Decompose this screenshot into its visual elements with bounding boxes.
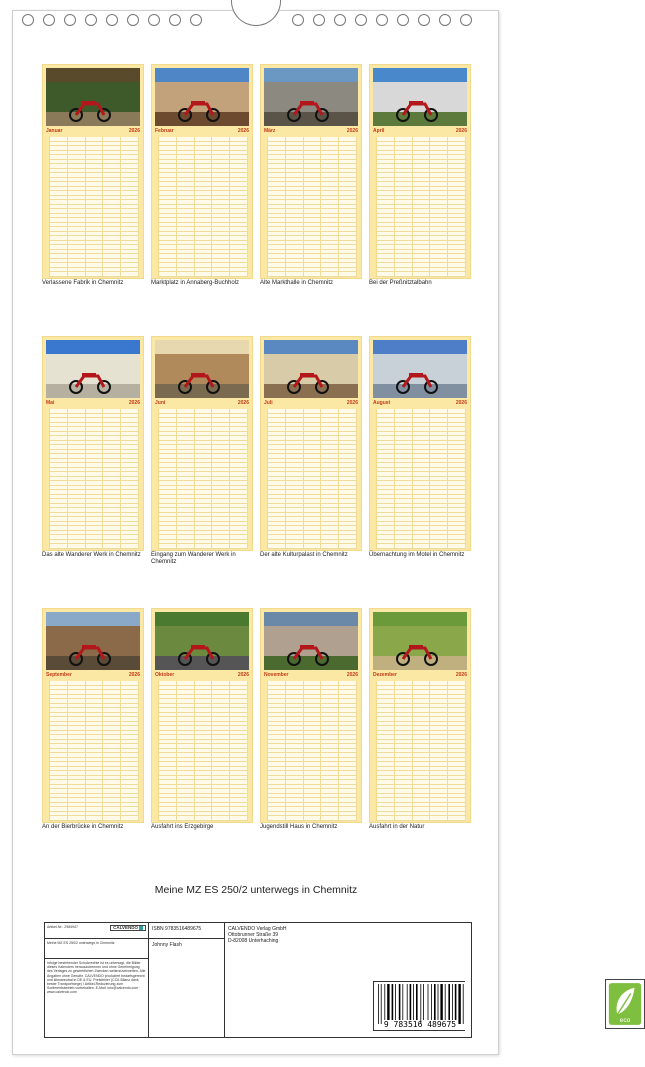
- month-photo: [264, 340, 358, 398]
- month-year: 2026: [346, 672, 358, 678]
- month-name: September: [46, 672, 72, 678]
- month-header: [373, 671, 467, 679]
- month-header: [46, 671, 140, 679]
- binding-hole: [43, 14, 55, 26]
- month-header: [264, 399, 358, 407]
- binding-hole: [334, 14, 346, 26]
- month-photo: [264, 68, 358, 126]
- logo-text: CALVENDO: [113, 925, 138, 931]
- info-box: [44, 922, 631, 1038]
- month-photo: [373, 612, 467, 670]
- month-header: [155, 671, 249, 679]
- month-caption: Der alte Kulturpalast in Chemnitz: [260, 552, 348, 558]
- month-name: Mai: [46, 400, 55, 406]
- month-year: 2026: [237, 128, 249, 134]
- month-photo: [46, 612, 140, 670]
- month-name: März: [264, 128, 276, 134]
- month-year: 2026: [455, 672, 467, 678]
- publisher-city: D-82008 Unterhaching: [228, 938, 279, 944]
- binding-hole: [106, 14, 118, 26]
- eco-badge: [605, 979, 645, 1029]
- month-juni: [151, 336, 253, 551]
- day-lines: [49, 681, 139, 821]
- day-lines: [376, 409, 466, 549]
- day-lines: [158, 137, 248, 277]
- month-caption: Alte Markthalle in Chemnitz: [260, 280, 334, 286]
- day-lines: [376, 681, 466, 821]
- binding-hole: [190, 14, 202, 26]
- month-name: August: [373, 400, 391, 406]
- month-caption: Marktplatz in Annaberg-Buchholz: [151, 280, 240, 286]
- month-oktober: [151, 608, 253, 823]
- month-caption: Bei der Preßnitztalbahn: [369, 280, 432, 286]
- month-name: Juli: [264, 400, 273, 406]
- month-year: 2026: [455, 128, 467, 134]
- product-title: Meine MZ ES 250/2 unterwegs in Chemnitz: [47, 941, 115, 945]
- month-photo: [155, 612, 249, 670]
- binding-hole: [292, 14, 304, 26]
- month-name: Oktober: [155, 672, 175, 678]
- month-year: 2026: [128, 400, 140, 406]
- month-header: [155, 399, 249, 407]
- month-april: [369, 64, 471, 279]
- month-caption: An der Bierbrücke in Chemnitz: [42, 824, 124, 830]
- day-lines: [49, 137, 139, 277]
- binding-hole: [22, 14, 34, 26]
- month-header: [46, 399, 140, 407]
- month-header: [264, 671, 358, 679]
- month-year: 2026: [128, 672, 140, 678]
- publisher-street: Ottobrunner Straße 39: [228, 932, 279, 938]
- binding-hole: [127, 14, 139, 26]
- binding-hole: [397, 14, 409, 26]
- month-name: Februar: [155, 128, 174, 134]
- month-year: 2026: [455, 400, 467, 406]
- month-juli: [260, 336, 362, 551]
- isbn: ISBN 9783516489675: [149, 923, 224, 939]
- binding-hole: [439, 14, 451, 26]
- month-caption: Ausfahrt ins Erzgebirge: [151, 824, 214, 830]
- month-photo: [155, 68, 249, 126]
- binding-hole: [460, 14, 472, 26]
- month-year: 2026: [237, 672, 249, 678]
- calvendo-logo: [110, 925, 146, 931]
- month-name: Dezember: [373, 672, 397, 678]
- month-august: [369, 336, 471, 551]
- month-januar: [42, 64, 144, 279]
- author: Johnny Flash: [152, 942, 182, 948]
- month-header: [264, 127, 358, 135]
- binding-hole: [169, 14, 181, 26]
- month-februar: [151, 64, 253, 279]
- binding-hole: [418, 14, 430, 26]
- month-header: [373, 127, 467, 135]
- month-photo: [373, 340, 467, 398]
- calendar-title: Meine MZ ES 250/2 unterwegs in Chemnitz: [154, 884, 358, 896]
- month-name: April: [373, 128, 385, 134]
- month-september: [42, 608, 144, 823]
- info-column-left: [45, 923, 149, 1037]
- binding-hole: [148, 14, 160, 26]
- logo-mark-icon: [139, 926, 143, 930]
- binding-holes-right: [292, 14, 472, 28]
- info-column-middle: [149, 923, 225, 1037]
- barcode-bars: [376, 984, 464, 1024]
- month-year: 2026: [237, 400, 249, 406]
- month-header: [46, 127, 140, 135]
- article-row: [45, 923, 148, 939]
- month-november: [260, 608, 362, 823]
- publisher-address: [228, 926, 287, 944]
- month-caption: Eingang zum Wanderer Werk in Chemnitz: [151, 552, 236, 565]
- binding-hole: [355, 14, 367, 26]
- month-photo: [46, 68, 140, 126]
- binding-holes-left: [22, 14, 202, 28]
- publisher-name: CALVENDO Verlag GmbH: [228, 926, 287, 932]
- month-caption: Das alte Wanderer Werk in Chemnitz: [42, 552, 141, 558]
- month-caption: Übernachtung im Motel in Chemnitz: [369, 552, 465, 558]
- day-lines: [376, 137, 466, 277]
- month-caption: Verlassene Fabrik in Chemnitz: [42, 280, 124, 286]
- month-photo: [46, 340, 140, 398]
- month-name: November: [264, 672, 289, 678]
- month-caption: Ausfahrt in der Natur: [369, 824, 425, 830]
- month-caption: Jugendstill Haus in Chemnitz: [260, 824, 338, 830]
- month-name: Juni: [155, 400, 166, 406]
- day-lines: [49, 409, 139, 549]
- day-lines: [267, 681, 357, 821]
- day-lines: [158, 681, 248, 821]
- barcode: [373, 981, 465, 1031]
- month-year: 2026: [128, 128, 140, 134]
- month-mai: [42, 336, 144, 551]
- month-year: 2026: [346, 128, 358, 134]
- legal-text: Infolge bestehender Schutzrechte ist es untersagt, die Bilder dieses Kalenders herauszutrennen und ohne Genehmigung des Verlages zu gewerblichen Zwecken weiterzuverwerten. Alle Angaben ohne Gewähr. CALVENDO produziert bedarfsgerecht und klimaneutral in DE & EU. Preisfehler (CO2-Bilanz dank bester Transportwege) / Artikel-Reduzierung zum Sortimentsbetrieb vorbehalten. E-Mail: info@calvendo.com · www.calvendo.com: [47, 961, 146, 995]
- month-dezember: [369, 608, 471, 823]
- article-number: Artikel-Nr.: 2984947: [47, 925, 78, 929]
- barcode-digits: 9 783516 489675: [383, 1020, 457, 1029]
- month-photo: [264, 612, 358, 670]
- binding-hole: [313, 14, 325, 26]
- day-lines: [267, 137, 357, 277]
- month-photo: [373, 68, 467, 126]
- binding-hole: [376, 14, 388, 26]
- month-name: Januar: [46, 128, 63, 134]
- month-year: 2026: [346, 400, 358, 406]
- eco-label: eco: [619, 1017, 631, 1025]
- day-lines: [158, 409, 248, 549]
- month-märz: [260, 64, 362, 279]
- month-header: [155, 127, 249, 135]
- binding-hole: [85, 14, 97, 26]
- month-photo: [155, 340, 249, 398]
- month-header: [373, 399, 467, 407]
- binding-hole: [64, 14, 76, 26]
- day-lines: [267, 409, 357, 549]
- product-title-row: [45, 939, 148, 959]
- info-column-right: [225, 923, 631, 1037]
